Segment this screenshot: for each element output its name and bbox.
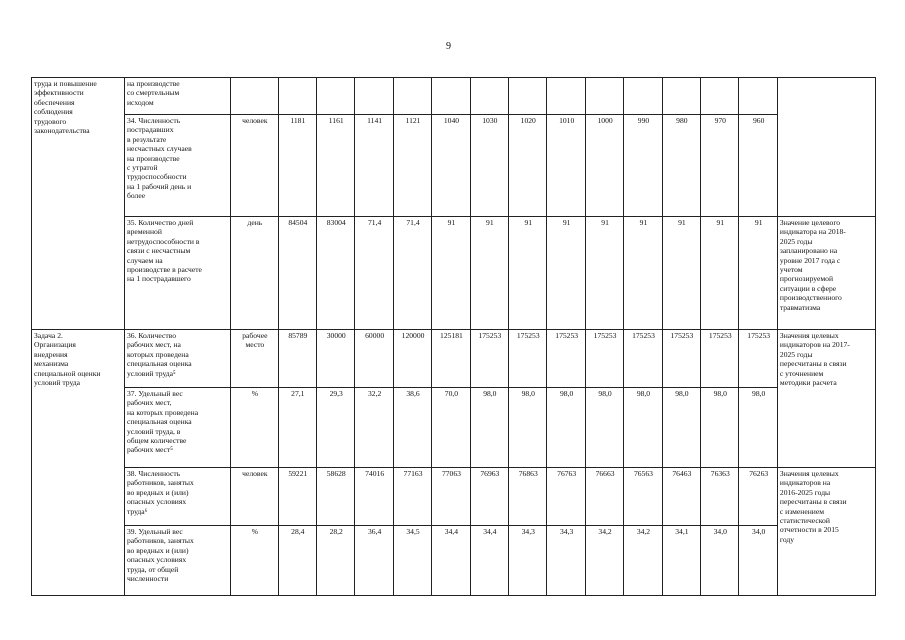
value-cell: 28,4 (278, 526, 316, 596)
task-cell: Задача 2. Организация внедрения механизма специальной оценки условий труда (32, 330, 125, 596)
unit-cell (231, 78, 279, 115)
unit-cell: день (231, 217, 279, 330)
value-cell: 76863 (509, 468, 547, 526)
task-cell: труда и повышение эффективности обеспечения соблюдения трудового законодательства (32, 78, 125, 330)
value-cell: 76563 (624, 468, 662, 526)
value-cell: 34,5 (393, 526, 431, 596)
value-cell: 76463 (662, 468, 700, 526)
value-cell: 58628 (317, 468, 355, 526)
value-cell: 76363 (701, 468, 739, 526)
table-row (32, 78, 876, 115)
value-cell (432, 78, 470, 115)
table-row (32, 217, 876, 330)
unit-cell: человек (231, 115, 279, 217)
value-cell: 175253 (739, 330, 777, 388)
unit-cell: % (231, 526, 279, 596)
value-cell: 175253 (509, 330, 547, 388)
value-cell (317, 78, 355, 115)
value-cell: 1181 (278, 115, 316, 217)
value-cell: 1020 (509, 115, 547, 217)
value-cell: 970 (701, 115, 739, 217)
value-cell: 34,3 (547, 526, 585, 596)
value-cell: 29,3 (317, 388, 355, 468)
value-cell: 91 (701, 217, 739, 330)
note-cell (777, 78, 875, 217)
value-cell (739, 78, 777, 115)
value-cell: 91 (547, 217, 585, 330)
value-cell: 34,2 (585, 526, 623, 596)
value-cell: 91 (470, 217, 508, 330)
value-cell: 1121 (393, 115, 431, 217)
value-cell (278, 78, 316, 115)
value-cell: 71,4 (355, 217, 393, 330)
indicator-cell: 38. Численность работников, занятых во вредных и (или) опасных условиях труда⁶ (124, 468, 230, 526)
value-cell: 85789 (278, 330, 316, 388)
value-cell: 59221 (278, 468, 316, 526)
value-cell: 91 (509, 217, 547, 330)
value-cell: 70,0 (432, 388, 470, 468)
value-cell: 76263 (739, 468, 777, 526)
value-cell (585, 78, 623, 115)
value-cell (624, 78, 662, 115)
value-cell: 175253 (701, 330, 739, 388)
value-cell: 83004 (317, 217, 355, 330)
value-cell: 175253 (662, 330, 700, 388)
value-cell: 91 (624, 217, 662, 330)
value-cell: 1141 (355, 115, 393, 217)
value-cell: 1010 (547, 115, 585, 217)
value-cell: 175253 (470, 330, 508, 388)
value-cell (547, 78, 585, 115)
value-cell: 98,0 (585, 388, 623, 468)
value-cell (355, 78, 393, 115)
value-cell: 1030 (470, 115, 508, 217)
value-cell: 91 (585, 217, 623, 330)
value-cell: 98,0 (739, 388, 777, 468)
value-cell (470, 78, 508, 115)
unit-cell: % (231, 388, 279, 468)
page-number: 9 (446, 41, 451, 52)
value-cell: 34,0 (739, 526, 777, 596)
value-cell: 34,4 (432, 526, 470, 596)
value-cell: 60000 (355, 330, 393, 388)
value-cell: 91 (432, 217, 470, 330)
value-cell: 98,0 (662, 388, 700, 468)
value-cell: 77063 (432, 468, 470, 526)
value-cell: 98,0 (624, 388, 662, 468)
indicator-cell: 39. Удельный вес работников, занятых во вредных и (или) опасных условиях труда, от общей численности (124, 526, 230, 596)
value-cell: 98,0 (701, 388, 739, 468)
value-cell: 960 (739, 115, 777, 217)
value-cell: 28,2 (317, 526, 355, 596)
value-cell (701, 78, 739, 115)
value-cell: 71,4 (393, 217, 431, 330)
value-cell: 125181 (432, 330, 470, 388)
value-cell (662, 78, 700, 115)
value-cell: 30000 (317, 330, 355, 388)
value-cell: 98,0 (509, 388, 547, 468)
value-cell: 1040 (432, 115, 470, 217)
value-cell: 77163 (393, 468, 431, 526)
indicator-cell: 36. Количество рабочих мест, на которых проведена специальная оценка условий труда⁵ (124, 330, 230, 388)
value-cell: 91 (662, 217, 700, 330)
indicators-table (31, 77, 876, 596)
value-cell (393, 78, 431, 115)
note-cell: Значение целевого индикатора на 2018- 2025 годы запланировано на уровне 2017 года с учетом прогнозируемой ситуации в сфере производственного травматизма (777, 217, 875, 330)
value-cell: 76963 (470, 468, 508, 526)
value-cell: 990 (624, 115, 662, 217)
value-cell: 84504 (278, 217, 316, 330)
unit-cell: рабочее место (231, 330, 279, 388)
value-cell: 980 (662, 115, 700, 217)
value-cell: 38,6 (393, 388, 431, 468)
value-cell: 34,4 (470, 526, 508, 596)
indicator-cell: на производстве со смертельным исходом (124, 78, 230, 115)
value-cell: 120000 (393, 330, 431, 388)
indicator-cell: 34. Численность пострадавших в результате несчастных случаев на производстве с утратой трудоспособности на 1 рабочий день и более (124, 115, 230, 217)
value-cell: 76663 (585, 468, 623, 526)
value-cell (509, 78, 547, 115)
value-cell: 98,0 (547, 388, 585, 468)
value-cell: 36,4 (355, 526, 393, 596)
value-cell: 27,1 (278, 388, 316, 468)
note-cell: Значения целевых индикаторов на 2016-2025 годы пересчитаны в связи с изменением статистической отчетности в 2015 году (777, 468, 875, 596)
value-cell: 175253 (585, 330, 623, 388)
value-cell: 74016 (355, 468, 393, 526)
value-cell: 175253 (624, 330, 662, 388)
value-cell: 34,0 (701, 526, 739, 596)
table-row (32, 526, 876, 596)
value-cell: 98,0 (470, 388, 508, 468)
value-cell: 32,2 (355, 388, 393, 468)
value-cell: 175253 (547, 330, 585, 388)
value-cell: 91 (739, 217, 777, 330)
value-cell: 1000 (585, 115, 623, 217)
table-row (32, 468, 876, 526)
value-cell: 34,1 (662, 526, 700, 596)
table-row (32, 115, 876, 217)
table-row (32, 388, 876, 468)
value-cell: 76763 (547, 468, 585, 526)
indicator-cell: 37. Удельный вес рабочих мест, на которых проведена специальная оценка условий труда, в общем количестве рабочих мест⁵ (124, 388, 230, 468)
indicator-cell: 35. Количество дней временной нетрудоспособности в связи с несчастным случаем на производстве в расчете на 1 пострадавшего (124, 217, 230, 330)
value-cell: 34,2 (624, 526, 662, 596)
table-row (32, 330, 876, 388)
note-cell: Значения целевых индикаторов на 2017- 2025 годы пересчитаны в связи с уточнением методики расчета (777, 330, 875, 468)
value-cell: 1161 (317, 115, 355, 217)
unit-cell: человек (231, 468, 279, 526)
value-cell: 34,3 (509, 526, 547, 596)
